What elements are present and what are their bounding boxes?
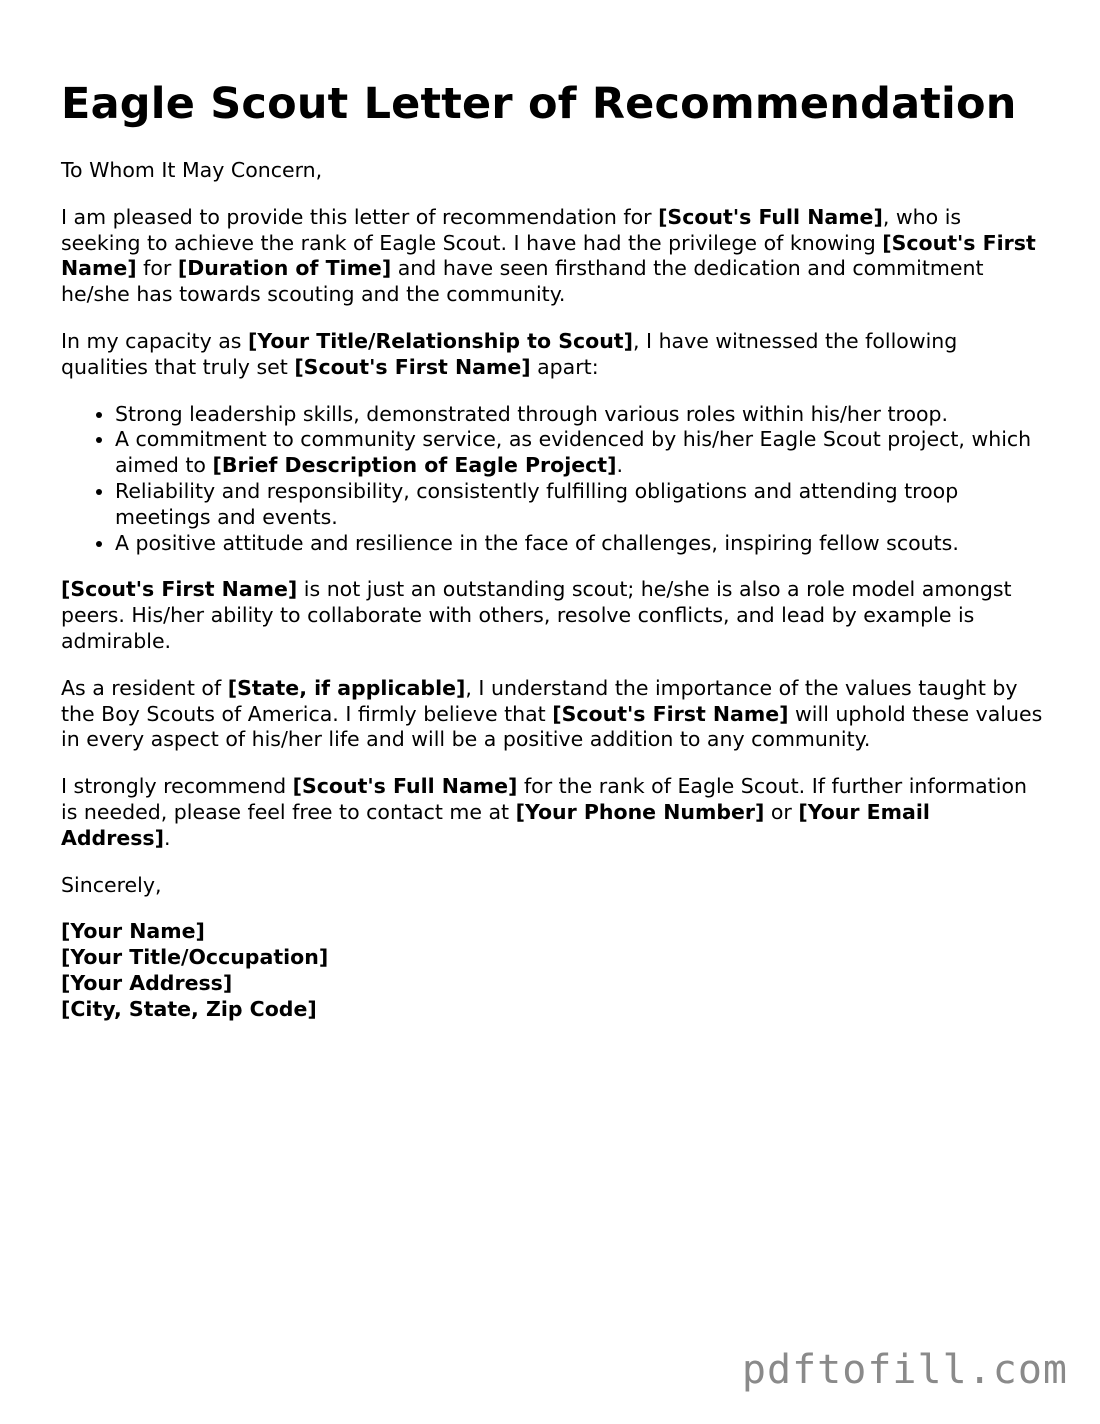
recommendation-paragraph: I strongly recommend [Scout's Full Name] for the rank of Eagle Scout. If further information is needed, please feel free to contact me at [Your Phone Number] or [Your Email Address]. <box>61 774 1028 850</box>
qualities-list <box>61 402 1046 557</box>
intro-paragraph: I am pleased to provide this letter of recommendation for [Scout's Full Name], who is seeking to achieve the rank of Eagle Scout. I have had the privilege of knowing [Scout's First Name] for [Duration of Time] and have seen firsthand the dedication and commitment he/she has towards scouting and the community. <box>61 204 1036 307</box>
scout-first-name-placeholder: [Scout's First Name] <box>61 577 298 602</box>
phone-placeholder: [Your Phone Number] <box>515 799 765 824</box>
scout-full-name-placeholder: [Scout's Full Name] <box>658 204 883 229</box>
signature-block <box>61 919 1046 1022</box>
duration-placeholder: [Duration of Time] <box>177 256 392 281</box>
eagle-project-placeholder: [Brief Description of Eagle Project] <box>212 453 617 478</box>
list-item: • Strong leadership skills, demonstrated through various roles within his/her troop. <box>115 402 1046 428</box>
list-item: • A commitment to community service, as evidenced by his/her Eagle Scout project, which aimed to [Brief Description of Eagle Project]. <box>115 427 1046 479</box>
watermark: pdftofill.com <box>741 1347 1068 1393</box>
signer-title: [Your Title/Occupation] <box>61 945 329 970</box>
page-title: Eagle Scout Letter of Recommendation <box>61 79 1017 129</box>
letter-body <box>61 158 1046 1023</box>
values-paragraph: As a resident of [State, if applicable], I understand the importance of the values taught by the Boy Scouts of America. I firmly believe that [Scout's First Name] will uphold these values in every aspect of his/her life and will be a positive addition to any community. <box>61 675 1043 752</box>
signer-city-state-zip: [City, State, Zip Code] <box>61 996 317 1021</box>
scout-first-name-placeholder: [Scout's First Name] <box>294 354 531 379</box>
signer-name: [Your Name] <box>61 919 205 944</box>
scout-first-name-placeholder: [Scout's First Name] <box>552 701 789 726</box>
scout-full-name-placeholder: [Scout's Full Name] <box>292 774 518 799</box>
signer-address: [Your Address] <box>61 970 233 995</box>
role-model-paragraph: [Scout's First Name] is not just an outstanding scout; he/she is also a role model amongst peers. His/her ability to collaborate with others, resolve conflicts, and lead by example is admirable. <box>61 577 1012 653</box>
email-placeholder: [Your Email Address] <box>61 799 930 850</box>
relationship-placeholder: [Your Title/Relationship to Scout] <box>248 328 633 353</box>
scout-first-name-placeholder: [Scout's First Name] <box>61 230 1036 281</box>
capacity-paragraph: In my capacity as [Your Title/Relationship to Scout], I have witnessed the following qualities that truly set [Scout's First Name] apart: <box>61 328 958 379</box>
list-item: • Reliability and responsibility, consistently fulfilling obligations and attending troop meetings and events. <box>115 479 1046 531</box>
closing: Sincerely, <box>61 872 162 897</box>
state-placeholder: [State, if applicable] <box>227 675 466 700</box>
list-item: • A positive attitude and resilience in the face of challenges, inspiring fellow scouts. <box>115 531 1046 557</box>
salutation: To Whom It May Concern, <box>61 158 323 182</box>
